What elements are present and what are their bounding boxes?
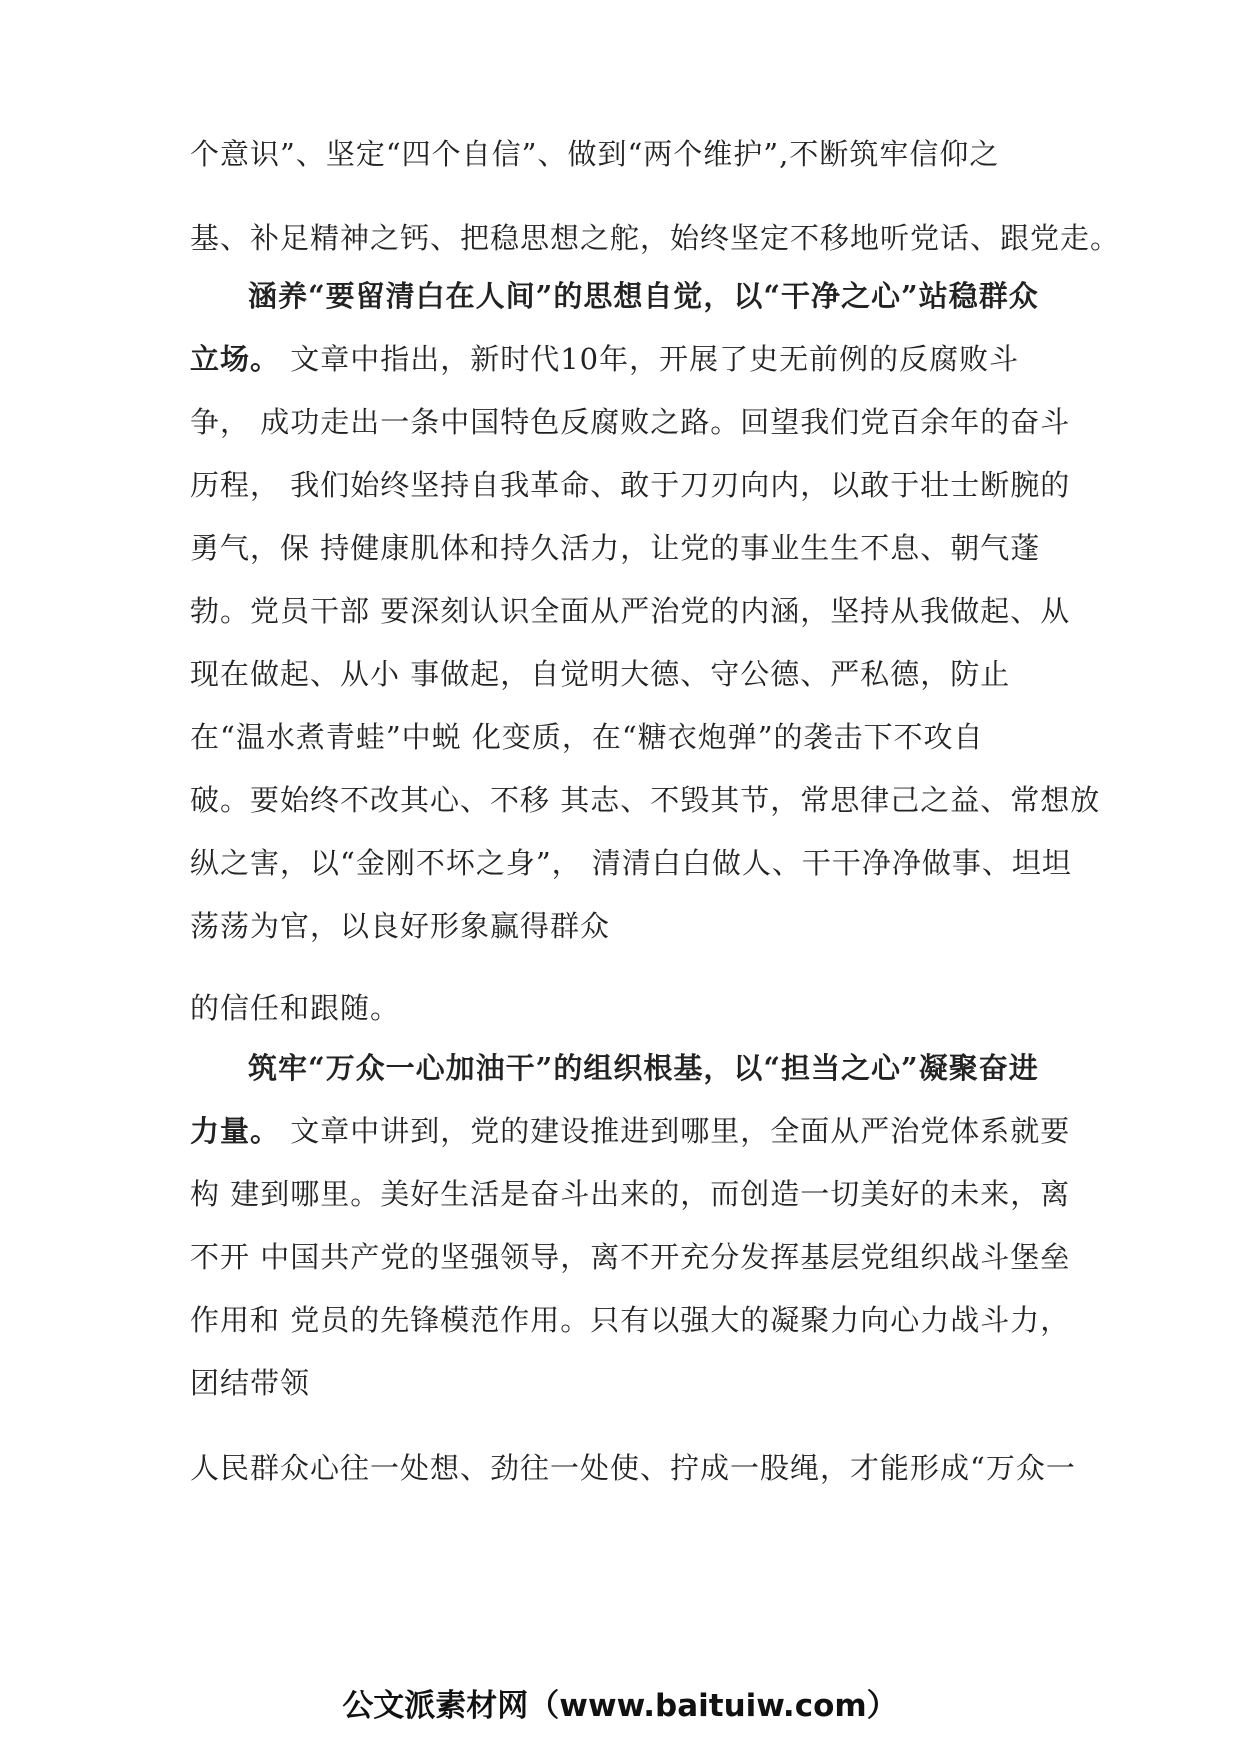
paragraph-line: 纵之害，以“金刚不坏之身”， 清清白白做人、干干净净做事、坦坦 <box>190 846 1072 880</box>
paragraph-line: 勇气，保 持健康肌体和持久活力，让党的事业生生不息、朝气蓬 <box>190 531 1041 565</box>
paragraph-text: 文章中讲到，党的建设推进到哪里，全面从严治党体系就要 <box>280 1114 1071 1148</box>
paragraph-line <box>190 1113 1070 1149</box>
paragraph-line: 个意识”、坚定“四个自信”、做到“两个维护”,不断筑牢信仰之 <box>190 137 1000 171</box>
paragraph-line: 团结带领 <box>190 1366 311 1400</box>
paragraph-line: 的信任和跟随。 <box>190 991 401 1025</box>
paragraph-line: 破。要始终不改其心、不移 其志、不毁其节，常思律己之益、常想放 <box>190 783 1101 817</box>
paragraph-line: 构 建到哪里。美好生活是奋斗出来的，而创造一切美好的未来，离 <box>190 1177 1071 1211</box>
paragraph-line: 现在做起、从小 事做起，自觉明大德、守公德、严私德，防止 <box>190 657 1011 691</box>
footer-watermark: 公文派素材网（www.baituiw.com） <box>342 1688 898 1724</box>
paragraph-line: 历程， 我们始终坚持自我革命、敢于刀刃向内，以敢于壮士断腕的 <box>190 468 1071 502</box>
paragraph-line: 在“温水煮青蛙”中蜕 化变质，在“糖衣炮弹”的袭击下不攻自 <box>190 720 984 754</box>
section-heading-text: 筑牢“万众一心加油干”的组织根基，以“担当之心”凝聚奋进 <box>248 1051 1039 1085</box>
paragraph-line: 争， 成功走出一条中国特色反腐败之路。回望我们党百余年的奋斗 <box>190 405 1071 439</box>
paragraph-text: 文章中指出，新时代10年，开展了史无前例的反腐败斗 <box>280 342 1020 376</box>
paragraph-line: 不开 中国共产党的坚强领导，离不开充分发挥基层党组织战斗堡垒 <box>190 1240 1071 1274</box>
section-heading <box>248 278 1039 314</box>
section-heading-text: 立场。 <box>190 342 281 376</box>
paragraph-line: 勃。党员干部 要深刻认识全面从严治党的内涵，坚持从我做起、从 <box>190 594 1071 628</box>
paragraph-line: 作用和 党员的先锋模范作用。只有以强大的凝聚力向心力战斗力， <box>190 1303 1071 1337</box>
section-heading-text: 力量。 <box>190 1114 281 1148</box>
paragraph-line: 基、补足精神之钙、把稳思想之舵，始终坚定不移地听党话、跟党走。 <box>190 221 1121 255</box>
section-heading <box>248 1050 1039 1086</box>
section-heading-text: 涵养“要留清白在人间”的思想自觉，以“干净之心”站稳群众 <box>248 279 1039 313</box>
paragraph-line <box>190 341 1019 377</box>
paragraph-line: 人民群众心往一处想、劲往一处使、拧成一股绳，才能形成“万众一 <box>190 1451 1076 1485</box>
paragraph-line: 荡荡为官，以良好形象赢得群众 <box>190 909 611 943</box>
